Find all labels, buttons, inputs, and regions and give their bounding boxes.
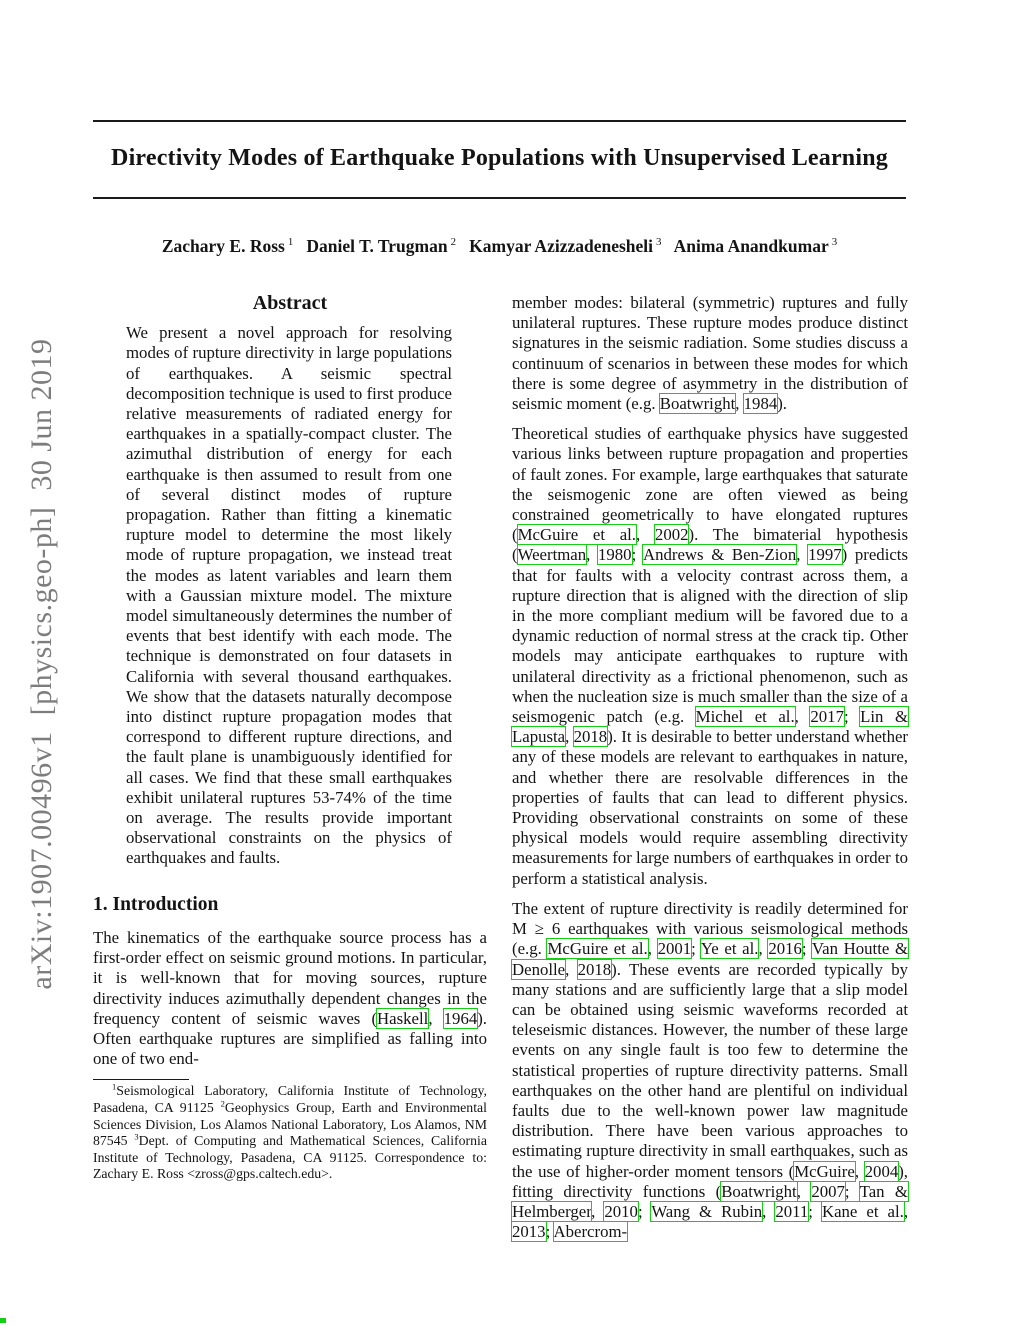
citation-link[interactable]: 2002 bbox=[654, 525, 689, 545]
citation-link[interactable]: Haskell bbox=[377, 1008, 429, 1028]
text-run: ). These events are recorded typically by many stations and are sufficiently large that a slip model can be obtained using seismic waveforms recorded at teleseismic distances. However, the number of these large events on any single fault is too few to determine the statistical properties of rupture directivity patterns. Small earthquakes on the other hand are plentiful on individual faults due to the well-known power law magnitude distribution. There have been various approaches to estimating rupture directivity in small earthquakes, such as the use of higher-order moment tensors ( bbox=[512, 959, 908, 1181]
citation-link[interactable]: 2007 bbox=[811, 1181, 845, 1201]
text-run: , bbox=[591, 1201, 605, 1221]
citation-link[interactable]: Tan & Helmberger bbox=[512, 1181, 908, 1221]
text-run: Theoretical studies of earthquake physics have suggested various links between rupture propagation and properties of fault zones. For example, large earthquakes that saturate the seismogenic zone are often viewed as being constrained geometrically to have elongated ruptures ( bbox=[512, 424, 908, 545]
text-run: The kinematics of the earthquake source process has a first-order effect on seismic ground motions. In particular, it is well-known that for moving sources, rupture directivity induces azimuthally dependent changes in the frequency content of seismic waves ( bbox=[93, 927, 487, 1028]
text-run: ; bbox=[808, 1201, 822, 1221]
text-run: , bbox=[762, 1201, 776, 1221]
citation-link[interactable]: Boatwright bbox=[659, 394, 736, 414]
arxiv-watermark: arXiv:1907.00496v1 [physics.geo-ph] 30 Jun 2019 bbox=[25, 338, 58, 990]
citation-link[interactable]: 2016 bbox=[768, 939, 802, 959]
text-run: , bbox=[758, 939, 769, 959]
text-run: ; bbox=[691, 939, 701, 959]
superscript: 1 bbox=[287, 236, 294, 249]
text-run: ; bbox=[631, 545, 643, 565]
citation-link[interactable]: Boatwright bbox=[721, 1181, 797, 1201]
text-run: ) predicts that for faults with a velocity contrast across them, a rupture direction that is aligned with the direction of slip in the more compliant medium will be favored due to a dynamic reduction of normal stress at the crack tip. Other models may anticipate earthquakes to rupture with unilateral directivity as a frictional phenomenon, such as when the nucleation size is much smaller than the size of a seismogenic patch (e.g. bbox=[512, 545, 909, 727]
citation-link[interactable]: 2004 bbox=[864, 1161, 899, 1181]
citation-link[interactable]: Lin & Lapusta bbox=[512, 707, 909, 747]
text-run: , bbox=[796, 545, 809, 565]
citation-link[interactable]: 1984 bbox=[743, 394, 778, 414]
paper-title: Directivity Modes of Earthquake Populations with Unsupervised Learning bbox=[111, 145, 888, 171]
text-run: ). The bimaterial hypothesis ( bbox=[512, 525, 908, 565]
text-run: , bbox=[794, 707, 811, 727]
title-rule-top bbox=[93, 120, 906, 122]
superscript: 2 bbox=[220, 1098, 225, 1109]
citation-link[interactable]: 1964 bbox=[443, 1008, 478, 1028]
citation-link[interactable]: 2001 bbox=[657, 939, 692, 959]
text-run: ). bbox=[777, 394, 788, 414]
text-run: ; bbox=[844, 1181, 860, 1201]
text-run: Anima Anandkumar bbox=[661, 236, 829, 256]
superscript: 3 bbox=[134, 1131, 139, 1142]
text-run: The extent of rupture directivity is readily determined for M ≥ 6 earthquakes with various seismological methods (e.g. bbox=[512, 898, 908, 959]
text-run: ; bbox=[843, 707, 861, 727]
citation-link[interactable]: McGuire et al. bbox=[517, 525, 637, 545]
citation-link[interactable]: 1997 bbox=[808, 545, 842, 565]
citation-link[interactable]: Ye et al. bbox=[700, 939, 759, 959]
body-paragraph bbox=[512, 424, 908, 889]
citation-link[interactable]: Kane et al. bbox=[821, 1201, 904, 1221]
text-run: , bbox=[796, 1181, 812, 1201]
text-run: , bbox=[586, 545, 598, 565]
intro-paragraph bbox=[93, 928, 487, 1069]
citation-link[interactable]: Weertman bbox=[517, 545, 587, 565]
text-run: We present a novel approach for resolving modes of rupture directivity in large populations of earthquakes. A seismic spectral decomposition technique is used to first produce relative measurements of radiated energy for earthquakes in a spatially-compact cluster. The azimuthal distribution of energy for each earthquake is then assumed to result from one of several distinct modes of rupture propagation. Rather than fitting a kinematic rupture model to determine the most likely mode of rupture propagation, we instead treat the modes as latent variables and learn them with a Gaussian mixture model. The mixture model simultaneously determines the number of events that best identify with each mode. The technique is demonstrated on four datasets in California with several thousand earthquakes. We show that the datasets naturally decompose into distinct rupture propagation modes that correspond to different rupture directions, and the fault plane is unambiguously identified for all cases. We find that these small earthquakes exhibit unilateral ruptures 53-74% of the time on average. The results provide important observational constraints on the physics of earthquakes and faults. bbox=[126, 323, 452, 868]
title-rule-bottom bbox=[93, 197, 906, 199]
text-run: ), fitting directivity functions ( bbox=[512, 1161, 909, 1201]
section-heading-introduction: 1. Introduction bbox=[93, 893, 219, 915]
affiliation-footnote bbox=[93, 1083, 487, 1183]
citation-link[interactable]: 2018 bbox=[573, 727, 608, 747]
author-line bbox=[93, 236, 906, 257]
text-run: , bbox=[636, 525, 655, 545]
text-run: ). Often earthquake ruptures are simplified as falling into one of two end- bbox=[93, 1008, 488, 1069]
citation-link[interactable]: McGuire bbox=[794, 1161, 855, 1181]
superscript: 2 bbox=[450, 236, 456, 249]
citation-link[interactable]: Michel et al. bbox=[695, 707, 795, 727]
text-run: Dept. of Computing and Mathematical Sciences, California Institute of Technology, Pasadena, CA 91125. Correspondence to: Zachary E. Ross <zross@gps.caltech.edu>. bbox=[93, 1133, 487, 1182]
text-run: ). It is desirable to better understand whether any of these models are relevant to earthquakes in nature, and whether there are resolvable differences in the properties of faults that can lead to different physics. Providing observational constraints on some of these physical models would require assembling directivity measurements for large numbers of earthquakes in order to perform a statistical analysis. bbox=[512, 727, 908, 888]
text-run: ; bbox=[637, 1201, 652, 1221]
citation-link[interactable]: Wang & Rubin bbox=[651, 1201, 763, 1221]
text-run: , bbox=[903, 1201, 909, 1221]
body-paragraph bbox=[512, 899, 908, 1242]
citation-link[interactable]: 2011 bbox=[775, 1201, 809, 1221]
citation-link[interactable]: 2013 bbox=[512, 1222, 546, 1242]
text-run: Zachary E. Ross bbox=[161, 236, 285, 256]
text-run: Daniel T. Trugman bbox=[293, 236, 448, 256]
left-column bbox=[93, 293, 487, 1183]
text-run: member modes: bilateral (symmetric) ruptures and fully unilateral ruptures. These rupture modes produce distinct signatures in the seismic radiation. Some studies discuss a continuum of scenarios in between these modes for which there is some degree of asymmetry in the distribution of seismic moment (e.g. bbox=[512, 293, 908, 414]
text-run: , bbox=[735, 394, 744, 414]
text-run: Seismological Laboratory, California Institute of Technology, Pasadena, CA 91125 bbox=[93, 1083, 487, 1115]
text-run: , bbox=[565, 727, 574, 747]
link-annotation-artifact bbox=[0, 1318, 6, 1323]
text-run: ; bbox=[801, 939, 812, 959]
superscript: 1 bbox=[112, 1081, 117, 1092]
text-run: , bbox=[854, 1161, 865, 1181]
text-run: , bbox=[565, 959, 578, 979]
abstract-paragraph bbox=[126, 323, 452, 868]
text-run: , bbox=[428, 1008, 444, 1028]
body-paragraph bbox=[512, 293, 908, 414]
text-run: , bbox=[647, 939, 658, 959]
citation-link[interactable]: 1980 bbox=[598, 545, 632, 565]
citation-link[interactable]: Abercrom- bbox=[553, 1222, 628, 1242]
citation-link[interactable]: 2010 bbox=[604, 1201, 638, 1221]
superscript: 3 bbox=[656, 236, 662, 249]
text-run: Geophysics Group, Earth and Environmental Sciences Division, Los Alamos National Laboratory, Los Alamos, NM 87545 bbox=[93, 1099, 487, 1149]
superscript: 3 bbox=[831, 236, 838, 249]
right-column bbox=[512, 293, 908, 1252]
footnote-rule bbox=[93, 1079, 189, 1080]
abstract-heading: Abstract bbox=[252, 292, 328, 314]
text-run: Kamyar Azizzadenesheli bbox=[456, 236, 654, 256]
citation-link[interactable]: McGuire et al. bbox=[547, 939, 648, 959]
citation-link[interactable]: 2018 bbox=[577, 959, 612, 979]
citation-link[interactable]: 2017 bbox=[810, 707, 844, 727]
text-run: ; bbox=[545, 1222, 554, 1242]
citation-link[interactable]: Van Houtte & Denolle bbox=[512, 939, 909, 979]
citation-link[interactable]: Andrews & Ben-Zion bbox=[642, 545, 797, 565]
